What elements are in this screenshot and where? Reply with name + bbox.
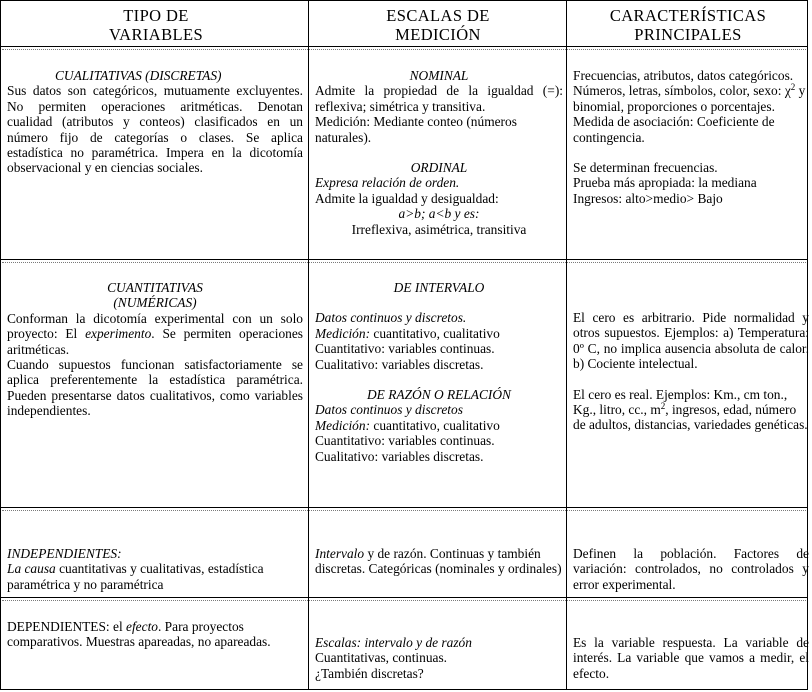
table-border-left <box>0 0 1 690</box>
row3-divider <box>0 597 808 598</box>
row3-dotted-divider <box>2 600 806 601</box>
header-escalas-de-medicion: ESCALAS DE MEDICIÓN <box>386 6 490 44</box>
cell-cualitativas <box>7 68 303 176</box>
row2-dotted-divider <box>2 510 806 511</box>
cell-independientes-escalas <box>315 546 563 577</box>
razon-data: Datos continuos y discretos <box>315 402 463 418</box>
row2-divider <box>0 507 808 508</box>
table-border-top <box>0 0 808 1</box>
razon-characteristics: El cero es real. Ejemplos: Km., cm ton., Kg., litro, cc., $m^2$, ingresos, edad, número de adultos, distancias, variedades genéticas. <box>573 386 808 433</box>
razon-title: DE RAZÓN O RELACIÓN <box>367 387 511 403</box>
independientes-description: La causa cuantitativas y cualitativas, estadística paramétrica y no paramétrica <box>7 561 264 592</box>
ingresos-example: Ingresos: alto>medio> Bajo <box>573 190 723 206</box>
row1-dotted-divider <box>2 262 806 263</box>
cell-independientes <box>7 546 303 592</box>
dependientes-scales-title: Escalas: intervalo y de razón <box>315 635 472 650</box>
cualitativas-description: Sus datos son categóricos, mutuamente excluyentes. No permiten operaciones aritméticas. Denotan cualidad (atributos y conteos) clasificados en un número fijo de categorías o clases. Se aplica estadística no paramétrica. Impera en la dicotomía observacional y en ciencias sociales. <box>7 83 303 176</box>
nominal-title: NOMINAL <box>409 68 469 83</box>
cell-dependientes-escalas <box>315 635 563 681</box>
independientes-title: INDEPENDIENTES: <box>7 546 122 561</box>
intervalo-quantitative: Cuantitativo: variables continuas. <box>315 341 495 357</box>
frecuencias-note: Se determinan frecuencias. <box>573 160 718 176</box>
dependientes-description: DEPENDIENTES: el efecto. Para proyectos comparativos. Muestras apareadas, no apareadas. <box>7 619 271 650</box>
cuantitativas-description-1: Conforman la dicotomía experimental con un solo proyecto: El experimento. Se permiten operaciones aritméticas. <box>7 310 303 357</box>
cualitativas-title: CUALITATIVAS (DISCRETAS) <box>55 68 222 83</box>
razon-qualitative: Cualitativo: variables discretas. <box>315 448 484 464</box>
independientes-scales: Intervalo y de razón. Continuas y también discretas. Categóricas (nominales y ordinales) <box>315 546 562 577</box>
column-divider-2 <box>566 0 567 690</box>
cell-nominal-ordinal <box>315 68 563 237</box>
razon-measurement: Medición: cuantitativo, cualitativo <box>315 417 500 433</box>
cell-cualitativas-caracteristicas <box>573 68 809 206</box>
nominal-property: Admite la propiedad de la igualdad (=): reflexiva; simétrica y transitiva. <box>315 83 563 114</box>
dependientes-scales-question: ¿También discretas? <box>315 665 424 681</box>
cell-cuantitativas <box>7 280 303 419</box>
cuantitativas-subtitle: (NUMÉRICAS) <box>113 295 197 311</box>
intervalo-data: Datos continuos y discretos. <box>315 310 467 326</box>
ordinal-properties: Irreflexiva, asimétrica, transitiva <box>351 221 527 237</box>
intervalo-characteristics: El cero es arbitrario. Pide normalidad y otros supuestos. Ejemplos: a) Temperatura: 0º C, no implica ausencia absoluta de calor. b) Cociente intelectual. <box>573 310 809 372</box>
cualitativas-characteristics: Frecuencias, atributos, datos categóricos. Números, letras, símbolos, color, sexo: $\chi^2$ y binomial, proporciones o porcentajes. Medida de asociación: Coeficiente de contingencia. <box>573 68 806 145</box>
ordinal-equality: Admite la igualdad y desigualdad: <box>315 190 499 206</box>
intervalo-qualitative: Cualitativo: variables discretas. <box>315 356 484 372</box>
independientes-characteristics: Definen la población. Factores de variación: controlados, no controlados y error experimental. <box>573 546 809 592</box>
cuantitativas-title: CUANTITATIVAS <box>107 280 203 295</box>
cell-intervalo-razon <box>315 280 563 464</box>
intervalo-measurement: Medición: cuantitativo, cualitativo <box>315 325 500 341</box>
header-divider <box>0 46 808 47</box>
cell-independientes-caracteristicas <box>573 546 809 592</box>
nominal-measurement: Medición: Mediante conteo (números naturales). <box>315 114 517 145</box>
ordinal-relation: Expresa relación de orden. <box>315 175 460 191</box>
dependientes-scales-continuous: Cuantitativas, continuas. <box>315 650 448 666</box>
header-tipo-de-variables: TIPO DE VARIABLES <box>108 6 204 44</box>
cuantitativas-description-2: Cuando supuestos funcionan satisfactoriamente se aplica preferentemente la estadística paramétrica. Pueden presentarse datos cualitativos, como variables independientes. <box>7 357 303 419</box>
razon-quantitative: Cuantitativo: variables continuas. <box>315 433 495 449</box>
intervalo-title: DE INTERVALO <box>393 280 485 295</box>
ordinal-inequality: a>b; a<b y es: <box>398 206 480 222</box>
cell-cuantitativas-caracteristicas <box>573 280 809 433</box>
header-caracteristicas-principales: CARACTERÍSTICAS PRINCIPALES <box>609 6 767 44</box>
header-dotted-divider <box>2 49 806 50</box>
column-divider-1 <box>308 0 309 690</box>
row1-divider <box>0 259 808 260</box>
dependientes-characteristics: Es la variable respuesta. La variable de interés. La variable que vamos a medir, el efecto. <box>573 635 809 681</box>
cell-dependientes <box>7 619 303 650</box>
cell-dependientes-caracteristicas <box>573 635 809 681</box>
table-border-bottom <box>0 689 808 690</box>
ordinal-title: ORDINAL <box>410 160 468 176</box>
mediana-note: Prueba más apropiada: la mediana <box>573 175 757 191</box>
